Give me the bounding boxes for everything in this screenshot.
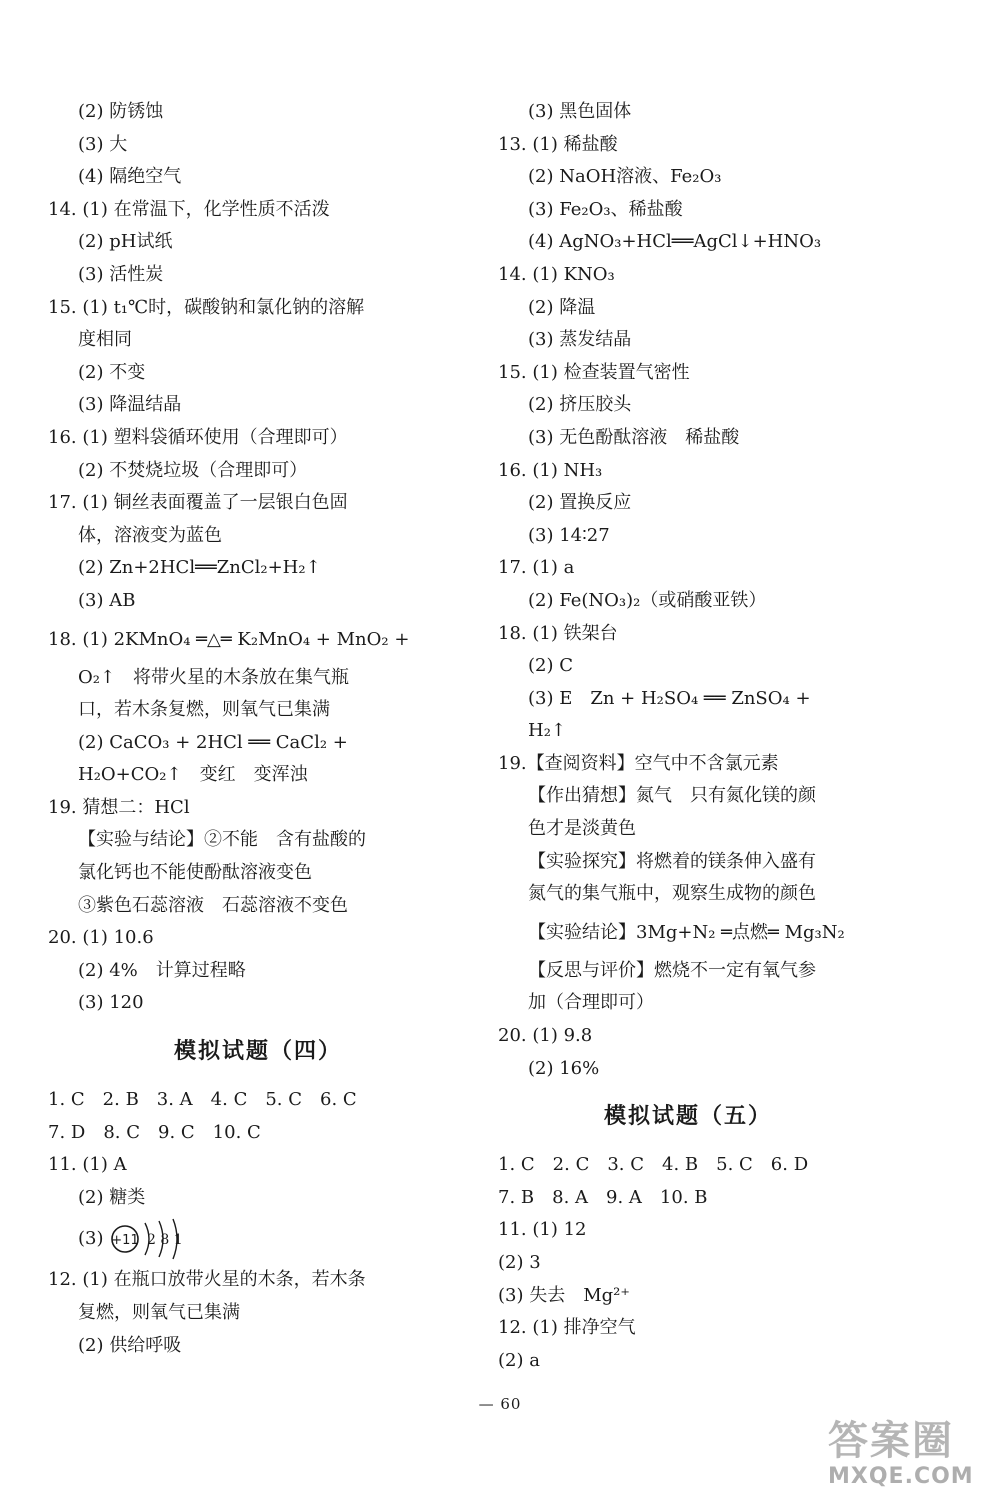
answer-line: (3) 蒸发结晶 bbox=[528, 329, 632, 351]
answer-line: 13. (1) 稀盐酸 bbox=[498, 133, 618, 155]
answer-line: (2) Fe(NO₃)₂（或硝酸亚铁） bbox=[528, 589, 767, 611]
answer-line: (4) AgNO₃+HCl══AgCl↓+HNO₃ bbox=[528, 231, 822, 253]
answer-line: (3) 大 bbox=[78, 133, 128, 155]
answer-line: 14. (1) KNO₃ bbox=[498, 263, 615, 285]
answer-line: 【实验结论】3Mg+N₂ ═点燃═ Mg₃N₂ bbox=[528, 921, 845, 943]
answer-line: 口，若木条复燃，则氧气已集满 bbox=[78, 699, 330, 721]
answer-line: O₂↑ 将带火星的木条放在集气瓶 bbox=[78, 666, 350, 688]
answer-line: (2) 糖类 bbox=[78, 1186, 146, 1208]
answer-line: 体，溶液变为蓝色 bbox=[78, 524, 222, 546]
answer-line: 7. D 8. C 9. C 10. C bbox=[48, 1121, 261, 1143]
answer-line: 度相同 bbox=[78, 329, 132, 351]
page-number: — 60 bbox=[478, 1395, 522, 1413]
shell-electrons: 2 8 1 bbox=[147, 1232, 183, 1249]
answer-line: 氯化钙也不能使酚酞溶液变色 bbox=[78, 862, 312, 884]
answer-line: 19. 猜想二：HCl bbox=[48, 796, 190, 818]
answer-line: (2) 置换反应 bbox=[528, 492, 632, 514]
answer-line: 15. (1) 检查装置气密性 bbox=[498, 361, 690, 383]
answer-line: 16. (1) NH₃ bbox=[498, 459, 603, 481]
answer-line: H₂O+CO₂↑ 变红 变浑浊 bbox=[78, 764, 308, 786]
answer-line: (3) Fe₂O₃、稀盐酸 bbox=[528, 198, 683, 220]
answer-line: (2) a bbox=[498, 1349, 540, 1371]
section-heading: 模拟试题（四） bbox=[173, 1039, 342, 1065]
answer-line: (2) 不变 bbox=[78, 361, 146, 383]
answer-line: 11. (1) 12 bbox=[498, 1219, 587, 1241]
answer-line: 1. C 2. C 3. C 4. B 5. C 6. D bbox=[498, 1154, 809, 1176]
watermark-logo bbox=[828, 1418, 988, 1498]
answer-line: (2) Zn+2HCl══ZnCl₂+H₂↑ bbox=[78, 557, 321, 579]
answer-line: (2) 降温 bbox=[528, 296, 596, 318]
section-heading: 模拟试题（五） bbox=[603, 1104, 772, 1130]
answer-line: (3) 降温结晶 bbox=[78, 394, 182, 416]
answer-line: (2) 4% 计算过程略 bbox=[78, 959, 246, 981]
answer-line: ③紫色石蕊溶液 石蕊溶液不变色 bbox=[78, 894, 348, 916]
answer-line: H₂↑ bbox=[528, 720, 566, 742]
answer-line: 【实验探究】将燃着的镁条伸入盛有 bbox=[528, 850, 816, 872]
answer-line: 20. (1) 10.6 bbox=[48, 927, 154, 949]
answer-line: 18. (1) 2KMnO₄ ═△═ K₂MnO₄ + MnO₂ + bbox=[48, 628, 410, 650]
atom-structure-line bbox=[48, 1214, 468, 1264]
answer-line: (3) 120 bbox=[78, 992, 144, 1014]
answer-line: 1. C 2. B 3. A 4. C 5. C 6. C bbox=[48, 1089, 357, 1111]
answer-line: 加（合理即可） bbox=[528, 992, 654, 1014]
answer-line: (2) CaCO₃ + 2HCl ══ CaCl₂ + bbox=[78, 731, 348, 753]
answer-line: 7. B 8. A 9. A 10. B bbox=[498, 1186, 708, 1208]
answer-line: 11. (1) A bbox=[48, 1154, 127, 1176]
nucleus-label: +11 bbox=[111, 1233, 139, 1249]
answer-line: (2) 防锈蚀 bbox=[78, 101, 164, 122]
answer-line: 15. (1) t₁℃时，碳酸钠和氯化钠的溶解 bbox=[48, 296, 365, 318]
answer-line: (3) 活性炭 bbox=[78, 263, 164, 285]
answer-line: 复燃，则氧气已集满 bbox=[78, 1302, 240, 1323]
right-column bbox=[498, 96, 878, 1377]
answer-line: (3) 失去 Mg²⁺ bbox=[498, 1284, 630, 1306]
answer-line: 20. (1) 9.8 bbox=[498, 1025, 593, 1047]
answer-line: (3) 14∶27 bbox=[528, 524, 610, 546]
answer-line: 【实验与结论】②不能 含有盐酸的 bbox=[78, 829, 366, 851]
left-column bbox=[48, 96, 468, 1362]
answer-line: 18. (1) 铁架台 bbox=[498, 622, 618, 644]
answer-line: 色才是淡黄色 bbox=[528, 818, 636, 840]
answer-line: (2) pH试纸 bbox=[78, 231, 173, 253]
answer-line: (4) 隔绝空气 bbox=[78, 166, 182, 188]
answer-line: 19.【查阅资料】空气中不含氯元素 bbox=[498, 752, 779, 774]
watermark-site: MXQE.COM bbox=[828, 1464, 974, 1489]
answer-line: (2) 供给呼吸 bbox=[78, 1334, 182, 1356]
answer-line: 12. (1) 在瓶口放带火星的木条，若木条 bbox=[48, 1269, 366, 1291]
answer-line: (2) 不焚烧垃圾（合理即可） bbox=[78, 459, 308, 481]
answer-line: 【反思与评价】燃烧不一定有氧气参 bbox=[528, 959, 816, 981]
answer-line: 17. (1) a bbox=[498, 557, 575, 579]
answer-line: 17. (1) 铜丝表面覆盖了一层银白色固 bbox=[48, 492, 348, 514]
answer-line: (2) C bbox=[528, 655, 573, 677]
answer-line: (2) 3 bbox=[498, 1252, 541, 1273]
sodium-atom-diagram bbox=[109, 1215, 199, 1263]
answer-line: 氮气的集气瓶中，观察生成物的颜色 bbox=[528, 883, 816, 905]
answer-line: 12. (1) 排净空气 bbox=[498, 1317, 636, 1339]
answer-label: (3) bbox=[78, 1228, 104, 1250]
answer-line: (2) 挤压胶头 bbox=[528, 394, 632, 416]
answer-line: (3) E Zn + H₂SO₄ ══ ZnSO₄ + bbox=[528, 687, 811, 709]
answer-line: (2) 16% bbox=[528, 1057, 600, 1079]
answer-line: 【作出猜想】氮气 只有氮化镁的颜 bbox=[528, 785, 816, 807]
answer-line: 14. (1) 在常温下，化学性质不活泼 bbox=[48, 198, 330, 220]
answer-line: (3) 黑色固体 bbox=[528, 101, 632, 122]
answer-line: (3) 无色酚酞溶液 稀盐酸 bbox=[528, 426, 740, 448]
watermark-mark: 答案圈 bbox=[828, 1418, 954, 1464]
answer-line: 16. (1) 塑料袋循环使用（合理即可） bbox=[48, 426, 348, 448]
answer-line: (2) NaOH溶液、Fe₂O₃ bbox=[528, 166, 722, 188]
answer-line: (3) AB bbox=[78, 589, 136, 611]
